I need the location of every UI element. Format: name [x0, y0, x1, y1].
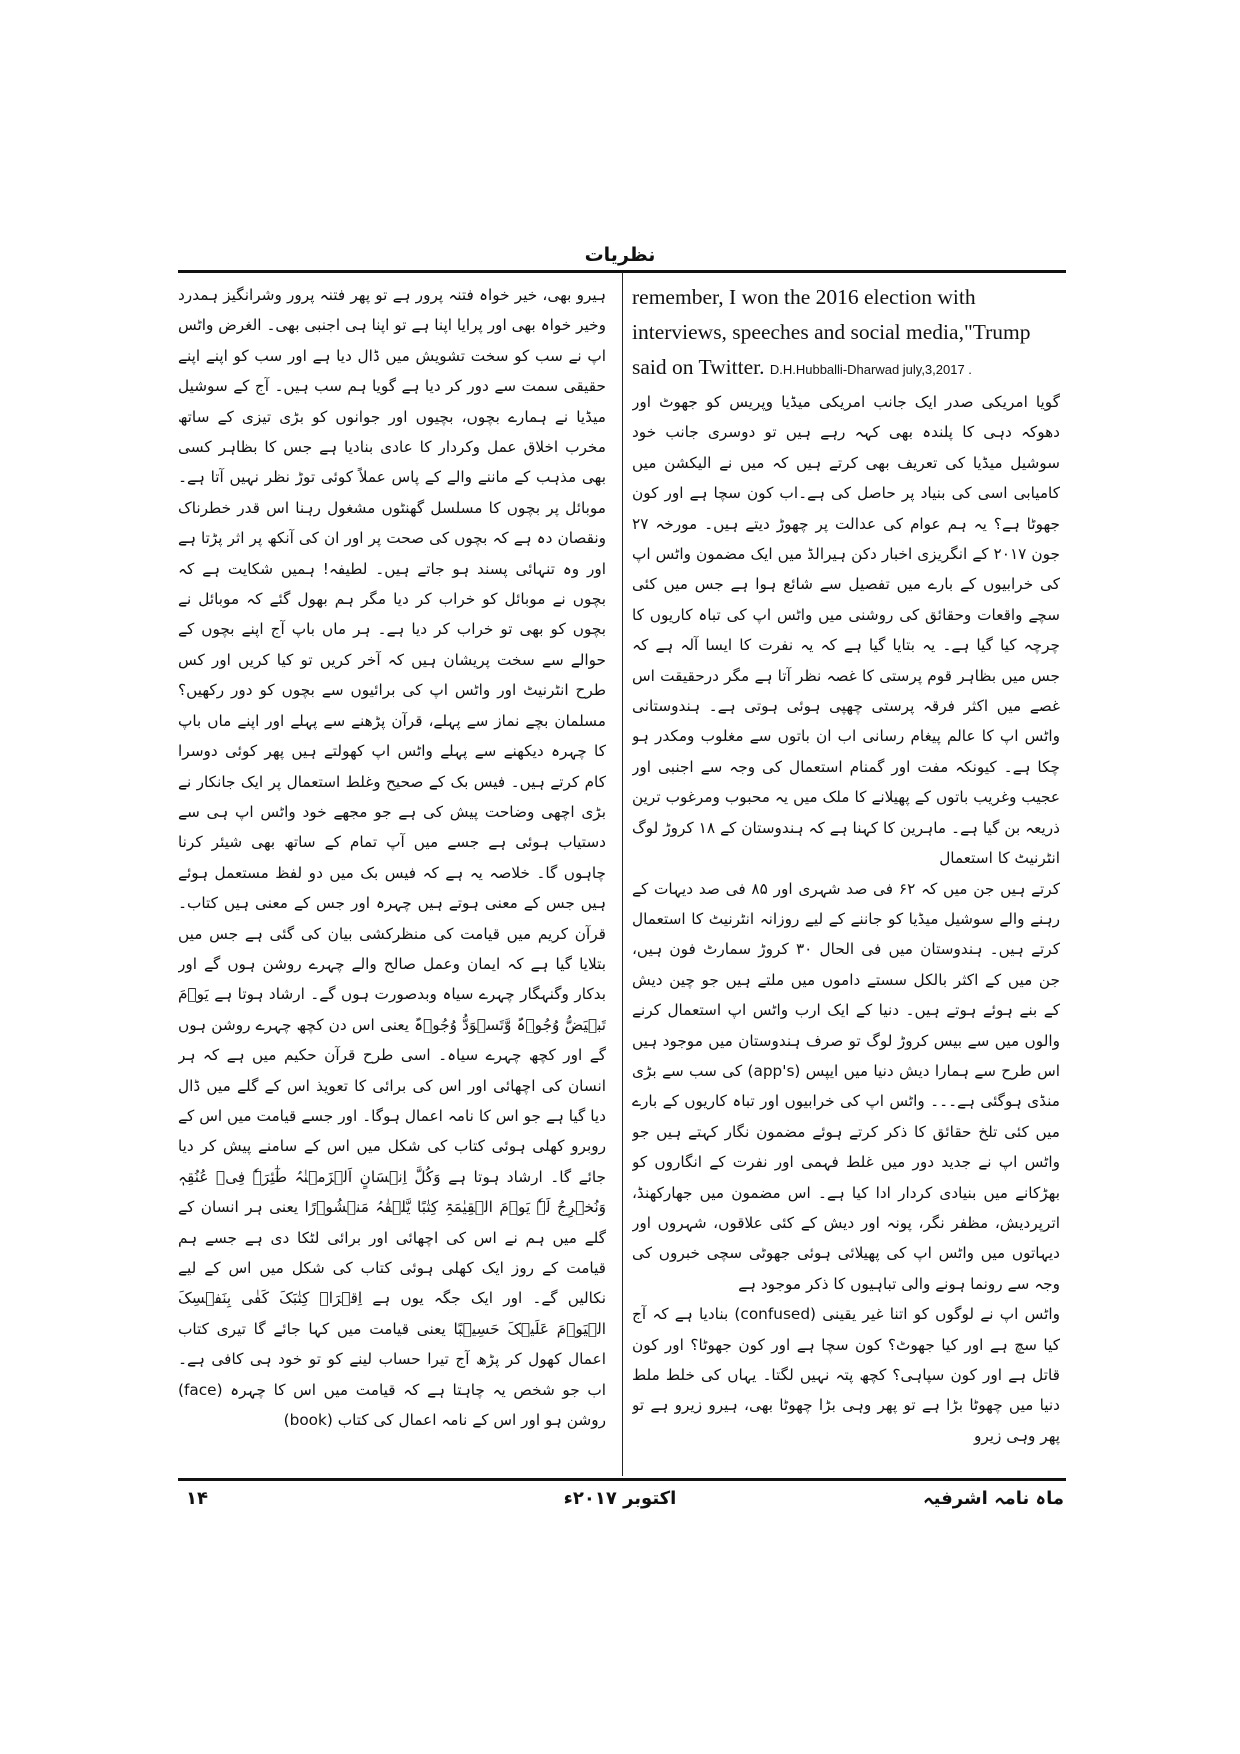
english-quote-line: remember, I won the 2016 election with — [632, 285, 976, 309]
urdu-paragraph: گویا امریکی صدر ایک جانب امریکی میڈیا وپریس کو جھوٹ اور دھوکہ دہی کا پلندہ بھی کہہ رہے ہیں تو دوسری جانب خود سوشیل میڈیا کی تعریف بھی کرتے ہیں کہ میں نے الیکشن میں کامیابی اسی کی بنیاد پر حاصل کی ہے۔اب کون سچا ہے اور کون جھوٹا ہے؟ یہ ہم عوام کی عدالت پر چھوڑ دیتے ہیں۔ مورخہ ۲۷ جون ۲۰۱۷ کے انگریزی اخبار دکن ہیرالڈ میں ایک مضمون واٹس اپ کی خرابیوں کے بارے میں تفصیل سے شائع ہوا ہے جس میں کئی سچے واقعات وحقائق کی روشنی میں واٹس اپ کی تباہ کاریوں کا چرچہ کیا گیا ہے۔ یہ بتایا گیا ہے کہ یہ نفرت کا ایسا آلہ ہے کہ جس میں بظاہر قوم پرستی کا غصہ نظر آتا ہے مگر درحقیقت اس غصے میں اکثر فرقہ پرستی چھپی ہوئی ہوتی ہے۔ ہندوستانی واٹس اپ کا عالم پیغام رسانی اب ان باتوں سے مغلوب ومکدر ہو چکا ہے۔ کیونکہ مفت اور گمنام استعمال کی وجہ سے اجنبی اور عجیب وغریب باتوں کے پھیلانے کا ملک میں یہ محبوب ومرغوب ترین ذریعہ بن گیا ہے۔ ماہرین کا کہنا ہے کہ ہندوستان کے ۱۸ کروڑ لوگ انٹرنیٹ کا استعمال — [632, 393, 1060, 868]
right-column — [632, 280, 1060, 1470]
issue-date: اکتوبر ۲۰۱۷ء — [563, 1488, 677, 1509]
column-divider — [622, 272, 623, 1476]
english-source-citation: D.H.Hubballi-Dharwad july,3,2017 . — [769, 362, 972, 377]
english-quote-end: said on Twitter. — [632, 355, 770, 379]
magazine-name: ماہ نامہ اشرفیہ — [923, 1488, 1064, 1509]
urdu-paragraph: واٹس اپ نے لوگوں کو اتنا غیر یقینی (confused) بنادیا ہے کہ آج کیا سچ ہے اور کیا جھوٹ؟ کون سچا ہے اور کون جھوٹا؟ اور کون قاتل ہے اور کون سپاہی؟ کچھ پتہ نہیں لگتا۔ یہاں کی خلط ملط دنیا میں چھوٹا بڑا ہے تو پھر وہی بڑا چھوٹا بھی، ہیرو زیرو ہے تو پھر وہی زیرو — [632, 1305, 1060, 1445]
page-number: ۱۴ — [186, 1488, 208, 1509]
urdu-paragraph: کرتے ہیں جن میں کہ ۶۲ فی صد شہری اور ۸۵ فی صد دیہات کے رہنے والے سوشیل میڈیا کو جاننے کے لیے روزانہ انٹرنیٹ کا استعمال کرتے ہیں۔ ہندوستان میں فی الحال ۳۰ کروڑ سمارٹ فون ہیں، جن میں کے اکثر بالکل سستے داموں میں ملتے ہیں جو چین دیش کے بنے ہوئے ہوتے ہیں۔ دنیا کے ایک ارب واٹس اپ استعمال کرنے والوں میں سے بیس کروڑ لوگ تو صرف ہندوستان میں موجود ہیں اس طرح سے ہمارا دیش دنیا میں ایپس (app's) کی سب سے بڑی منڈی ہوگئی ہے۔۔۔ واٹس اپ کی خرابیوں اور تباہ کاریوں کے بارے میں کئی تلخ حقائق کا ذکر کرتے ہوئے مضمون نگار کہتے ہیں جو واٹس اپ نے جدید دور میں غلط فہمی اور نفرت کے انگاروں کو بھڑکانے میں بنیادی کردار ادا کیا ہے۔ اس مضمون میں جھارکھنڈ، اترپردیش، مظفر نگر، پونہ اور دیش کے کئی علاقوں، شہروں اور دیہاتوں میں واٹس اپ کی پھیلائی ہوئی جھوٹی سچی خبروں کی وجہ سے رونما ہونے والی تباہیوں کا ذکر موجود ہے — [632, 879, 1060, 1293]
left-column — [178, 280, 606, 1470]
urdu-paragraph: ہیرو بھی، خیر خواہ فتنہ پرور ہے تو پھر فتنہ پرور وشرانگیز ہمدرد وخیر خواہ بھی اور پرایا اپنا ہے تو اپنا ہی اجنبی بھی۔ الغرض واٹس اپ نے سب کو سخت تشویش میں ڈال دیا ہے اور سب کو اپنے اپنے حقیقی سمت سے دور کر دیا ہے گویا ہم سب ہیں۔ آج کے سوشیل میڈیا نے ہمارے بچوں، بچیوں اور جوانوں کو بڑی تیزی کے ساتھ مخرب اخلاق عمل وکردار کا عادی بنادیا ہے جس کا بظاہر کسی بھی مذہب کے ماننے والے کے پاس عملاً کوئی توڑ نظر نہیں آتا ہے۔ موبائل پر بچوں کا مسلسل گھنٹوں مشغول رہنا اس قدر خطرناک ونقصان دہ ہے کہ بچوں کی صحت پر اور ان کی آنکھ پر اثر پڑتا ہے اور وہ تنہائی پسند ہو جاتے ہیں۔ لطیفہ! ہمیں شکایت ہے کہ بچوں نے موبائل کو خراب کر دیا مگر ہم بھول گئے کہ موبائل نے بچوں کو بھی تو خراب کر دیا ہے۔ ہر ماں باپ آج اپنے بچوں کے حوالے سے سخت پریشان ہیں کہ آخر کریں تو کیا کریں اور کس طرح انٹرنیٹ اور واٹس اپ کی برائیوں سے بچوں کو دور رکھیں؟ مسلمان بچے نماز سے پہلے، قرآن پڑھنے سے پہلے اور اپنے ماں باپ کا چہرہ دیکھنے سے پہلے واٹس اپ کھولتے ہیں پھر کوئی دوسرا کام کرتے ہیں۔ فیس بک کے صحیح وغلط استعمال پر ایک جانکار نے بڑی اچھی وضاحت پیش کی ہے جو مجھے خود واٹس اپ ہی سے دستیاب ہوئی ہے جسے میں آپ تمام کے ساتھ بھی شیئر کرنا چاہوں گا۔ خلاصہ یہ ہے کہ فیس بک میں دو لفظ مستعمل ہوئے ہیں جس کے معنی ہوتے ہیں چہرہ اور جس کے معنی ہیں کتاب۔ قرآن کریم میں قیامت کی منظرکشی بیان کی گئی ہے جس میں بتلایا گیا ہے کہ ایمان وعمل صالح والے چہرے روشن ہوں گے اور بدکار وگنہگار چہرے سیاہ وبدصورت ہوں گے۔ ارشاد ہوتا ہے یَوۡمَ تَبۡیَضُّ وُجُوۡہٌ وَّتَسۡوَدُّ وُجُوۡہٌ یعنی اس دن کچھ چہرے روشن ہوں گے اور کچھ چہرے سیاہ۔ اسی طرح قرآن حکیم میں ہے کہ ہر انسان کی اچھائی اور اس کی برائی کا تعویذ اس کے گلے میں ڈال دیا گیا ہے جو اس کا نامہ اعمال ہوگا۔ اور جسے قیامت میں اس کے روبرو کھلی ہوئی کتاب کی شکل میں اس کے سامنے پیش کر دیا جائے گا۔ ارشاد ہوتا ہے وَکُلَّ اِنۡسَانٍ اَلۡزَمۡنٰہُ طٰٓئِرَہٗ فِیۡ عُنُقِہٖ وَنُخۡرِجُ لَہٗ یَوۡمَ الۡقِیٰمَۃِ کِتٰبًا یَّلۡقٰہُ مَنۡشُوۡرًا یعنی ہر انسان کے گلے میں ہم نے اس کی اچھائی اور برائی لٹکا دی ہے جسے ہم قیامت کے روز ایک کھلی ہوئی کتاب کی شکل میں اس کے لیے نکالیں گے۔ اور ایک جگہ یوں ہے اِقۡرَاۡ کِتٰبَکَ کَفٰی بِنَفۡسِکَ الۡیَوۡمَ عَلَیۡکَ حَسِیۡبًا یعنی قیامت میں کہا جائے گا تیری کتاب اعمال کھول کر پڑھ آج تیرا حساب لینے کو تو خود ہی کافی ہے۔ اب جو شخص یہ چاہتا ہے کہ قیامت میں اس کا چہرہ (face) روشن ہو اور اس کے نامہ اعمال کی کتاب (book) — [178, 286, 606, 1430]
english-quote-line — [632, 350, 1060, 387]
english-quote-line: interviews, speeches and social media,"Trump — [632, 320, 1031, 344]
section-title: نظریات — [584, 244, 656, 266]
footer-rule — [178, 1478, 1066, 1481]
